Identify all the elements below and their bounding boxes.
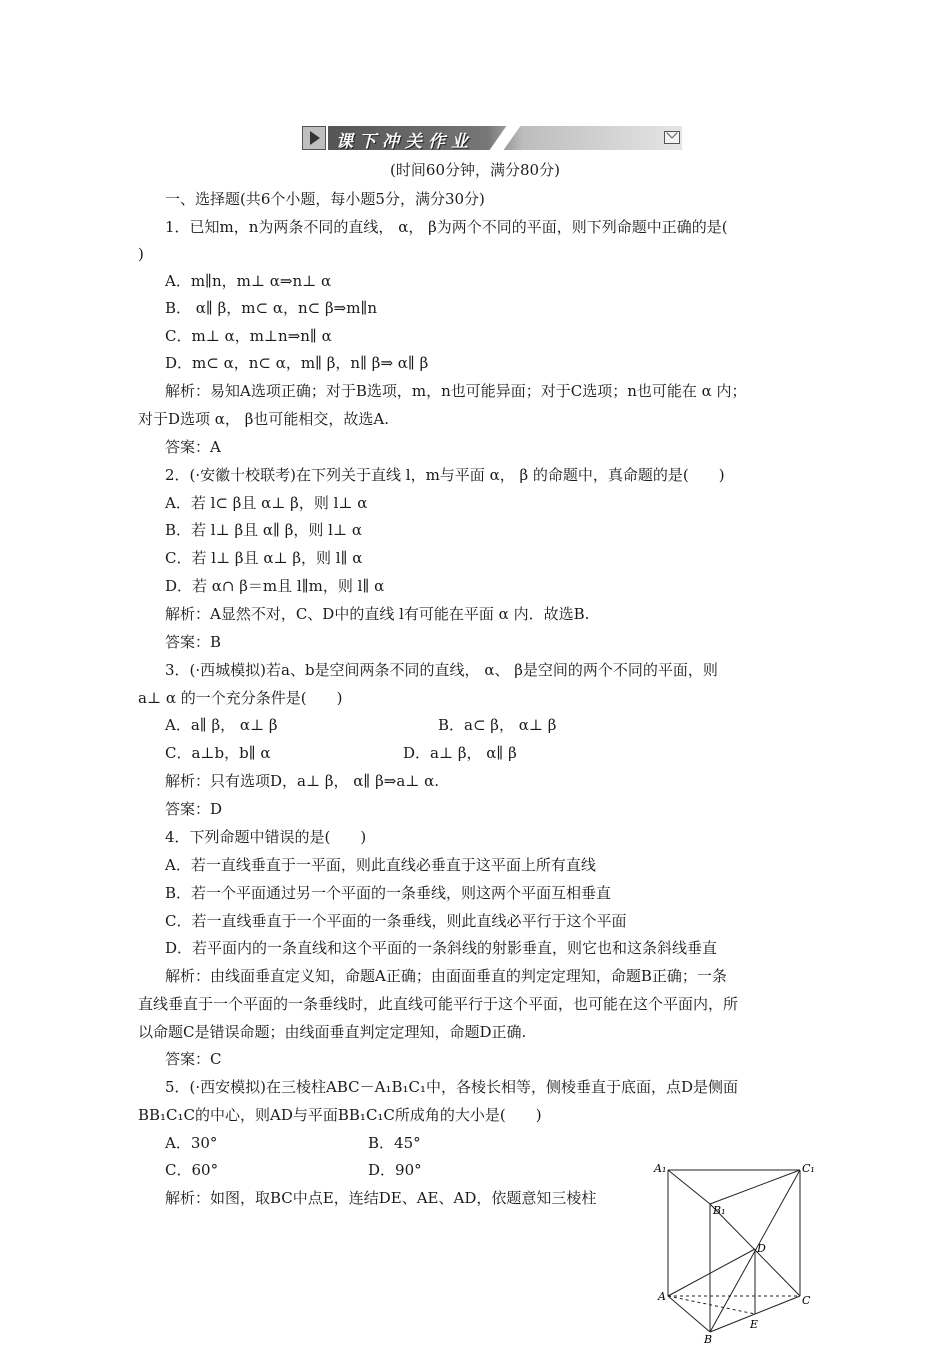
question-1-stem: 1．已知m，n为两条不同的直线， α， β为两个不同的平面，则下列命题中正确的是( xyxy=(165,218,728,236)
question-2-option-a: A．若 l⊂ β且 α⊥ β，则 l⊥ α xyxy=(165,494,368,512)
question-2-stem: 2．(·安徽十校联考)在下列关于直线 l，m与平面 α， β 的命题中，真命题的是( ) xyxy=(165,466,725,484)
figure-label-d: D xyxy=(757,1242,766,1255)
question-3-answer: 答案：D xyxy=(165,800,223,818)
question-5-option-c: C．60° xyxy=(165,1161,219,1179)
figure-label-a: A xyxy=(658,1290,666,1303)
figure-label-a1: A₁ xyxy=(654,1162,667,1175)
time-note: (时间60分钟，满分80分) xyxy=(390,161,560,179)
question-5-option-d: D．90° xyxy=(368,1161,422,1179)
section-banner xyxy=(302,124,682,152)
question-4-option-b: B．若一个平面通过另一个平面的一条垂线，则这两个平面互相垂直 xyxy=(165,884,612,902)
figure-label-c: C xyxy=(802,1294,811,1307)
question-4-option-c: C．若一直线垂直于一个平面的一条垂线，则此直线必平行于这个平面 xyxy=(165,912,627,930)
question-3-stem: 3．(·西城模拟)若a、b是空间两条不同的直线， α、 β是空间的两个不同的平面，则 xyxy=(165,661,718,679)
question-5-stem: 5．(·西安模拟)在三棱柱ABC－A₁B₁C₁中，各棱长相等，侧棱垂直于底面，点D是侧面 xyxy=(165,1078,739,1096)
question-3-option-a: A．a∥ β， α⊥ β xyxy=(165,716,278,734)
question-4-option-a: A．若一直线垂直于一平面，则此直线必垂直于这平面上所有直线 xyxy=(165,856,596,874)
question-1-stem-cont: ) xyxy=(138,245,144,263)
mail-icon xyxy=(664,131,680,144)
figure-label-e: E xyxy=(750,1318,759,1331)
question-3-option-b: B．a⊂ β， α⊥ β xyxy=(438,716,557,734)
question-1-answer: 答案：A xyxy=(165,438,221,456)
triangular-prism-diagram xyxy=(652,1160,822,1344)
question-1-option-b: B． α∥ β，m⊂ α，n⊂ β⇒m∥n xyxy=(165,299,378,317)
figure-label-b: B xyxy=(704,1333,713,1344)
banner-title: 课下冲关作业 xyxy=(336,132,474,152)
question-5-stem-cont: BB₁C₁C的中心，则AD与平面BB₁C₁C所成角的大小是( ) xyxy=(138,1106,542,1124)
question-3-option-d: D．a⊥ β， α∥ β xyxy=(403,744,517,762)
question-3-option-c: C．a⊥b，b∥ α xyxy=(165,744,271,762)
question-4-analysis-cont-2: 以命题C是错误命题；由线面垂直判定定理知，命题D正确. xyxy=(138,1023,527,1041)
question-2-answer: 答案：B xyxy=(165,633,222,651)
question-1-analysis-cont: 对于D选项 α， β也可能相交，故选A. xyxy=(138,410,389,428)
question-4-analysis-cont-1: 直线垂直于一个平面的一条垂线时，此直线可能平行于这个平面，也可能在这个平面内，所 xyxy=(138,995,739,1013)
question-5-analysis: 解析：如图，取BC中点E，连结DE、AE、AD，依题意知三棱柱 xyxy=(165,1189,597,1207)
question-4-option-d: D．若平面内的一条直线和这个平面的一条斜线的射影垂直，则它也和这条斜线垂直 xyxy=(165,939,718,957)
figure-label-c1: C₁ xyxy=(802,1162,815,1175)
play-icon xyxy=(302,126,326,150)
question-2-option-b: B．若 l⊥ β且 α∥ β，则 l⊥ α xyxy=(165,521,362,539)
question-4-analysis: 解析：由线面垂直定义知，命题A正确；由面面垂直的判定定理知，命题B正确；一条 xyxy=(165,967,727,985)
question-3-stem-cont: a⊥ α 的一个充分条件是( ) xyxy=(138,689,343,707)
question-1-option-a: A．m∥n，m⊥ α⇒n⊥ α xyxy=(165,272,332,290)
question-5-option-b: B．45° xyxy=(368,1134,421,1152)
question-1-option-d: D．m⊂ α，n⊂ α，m∥ β，n∥ β⇒ α∥ β xyxy=(165,354,429,372)
question-4-answer: 答案：C xyxy=(165,1050,222,1068)
question-2-option-d: D．若 α∩ β＝m且 l∥m，则 l∥ α xyxy=(165,577,385,595)
question-5-option-a: A．30° xyxy=(165,1134,218,1152)
question-4-stem: 4．下列命题中错误的是( ) xyxy=(165,828,367,846)
question-1-option-c: C．m⊥ α，m⊥n⇒n∥ α xyxy=(165,327,332,345)
question-2-option-c: C．若 l⊥ β且 α⊥ β，则 l∥ α xyxy=(165,549,363,567)
question-2-analysis: 解析：A显然不对，C、D中的直线 l有可能在平面 α 内．故选B. xyxy=(165,605,590,623)
figure-label-b1: B₁ xyxy=(713,1204,726,1217)
section-heading: 一、选择题(共6个小题，每小题5分，满分30分) xyxy=(165,190,485,208)
question-3-analysis: 解析：只有选项D，a⊥ β， α∥ β⇒a⊥ α. xyxy=(165,772,440,790)
question-1-analysis: 解析：易知A选项正确；对于B选项，m，n也可能异面；对于C选项；n也可能在 α 内； xyxy=(165,382,747,400)
prism-figure xyxy=(652,1160,822,1344)
